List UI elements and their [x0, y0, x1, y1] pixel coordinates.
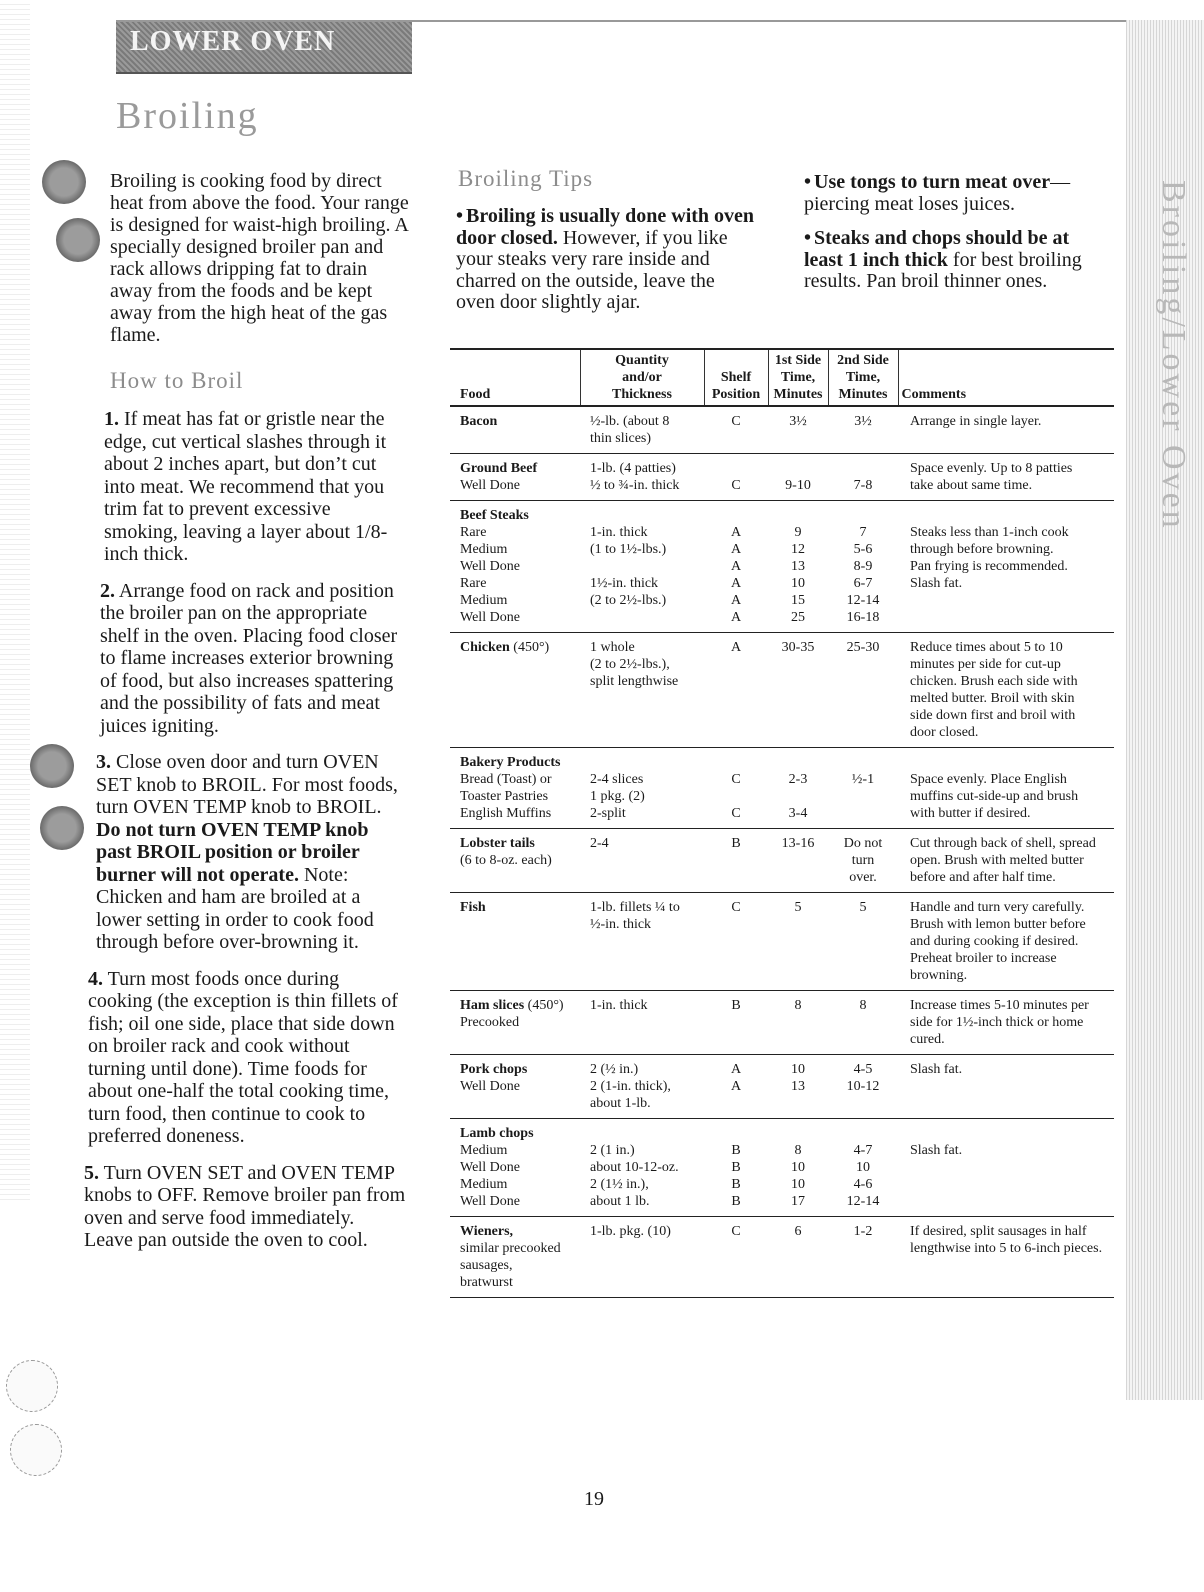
first-side-cell	[768, 406, 828, 454]
food-name: Ham slices	[460, 998, 525, 1013]
food-subtext: Precooked	[460, 1015, 520, 1030]
quantity-cell-text: 2 (1 in.) about 10-12-oz. 2 (1½ in.), about 1 lb.	[590, 1143, 679, 1209]
quantity-cell	[580, 748, 704, 829]
table-row	[450, 829, 1114, 893]
food-cell	[450, 406, 580, 454]
comments-cell-text: Steaks less than 1-inch cook through before browning. Pan frying is recommended. Slash fat.	[910, 525, 1069, 591]
shelf-cell-text: B	[731, 998, 741, 1013]
table-header-row	[450, 349, 1114, 406]
second-side-cell	[828, 406, 898, 454]
shelf-cell-text: B B B B	[731, 1143, 741, 1209]
shelf-cell	[704, 748, 768, 829]
second-side-cell-text: 5	[859, 900, 867, 915]
food-cell	[450, 748, 580, 829]
quantity-cell	[580, 991, 704, 1055]
quantity-cell-text: 1-in. thick (1 to 1½-lbs.) 1½-in. thick (2 to 2½-lbs.)	[590, 525, 667, 608]
how-to-heading: How to Broil	[110, 368, 244, 393]
second-side-cell-text: 1-2	[853, 1224, 873, 1239]
quantity-cell	[580, 1119, 704, 1217]
first-side-cell-text: 8	[794, 998, 802, 1013]
table-row	[450, 633, 1114, 748]
food-subtext: Rare Medium Well Done Rare Medium Well Done	[460, 525, 520, 625]
first-side-cell	[768, 501, 828, 633]
second-side-cell-text: 8	[859, 998, 867, 1013]
table-row	[450, 893, 1114, 991]
shelf-cell	[704, 633, 768, 748]
second-side-cell	[828, 1055, 898, 1119]
col-quantity: Quantity and/or Thickness	[580, 349, 704, 406]
shelf-cell-text: C C	[731, 772, 741, 821]
food-name: Ground Beef	[460, 461, 538, 476]
step-1: 1. If meat has fat or gristle near the edge, cut vertical slashes through it about 2 inches apart, but don’t cut into meat. We recommend that you trim fat to prevent excessive smoking, leaving a layer about 1/8-inch thick.	[104, 408, 388, 565]
comments-cell	[898, 501, 1114, 633]
food-cell	[450, 1119, 580, 1217]
step-4: 4. Turn most foods once during cooking (the exception is thin fillets of fish; oil one side, place that side down on broiler rack and cook without turning until done). Time foods for about one-half the total cooking time, turn food, then continue to cook to preferred doneness.	[88, 967, 398, 1147]
quantity-cell-text: 2-4	[590, 836, 609, 851]
second-side-cell	[828, 748, 898, 829]
table-row	[450, 991, 1114, 1055]
quantity-cell	[580, 1055, 704, 1119]
comments-cell	[898, 893, 1114, 991]
comments-cell	[898, 1055, 1114, 1119]
shelf-cell	[704, 406, 768, 454]
food-name: Bacon	[460, 414, 498, 429]
food-note: (450°)	[509, 640, 550, 655]
shelf-cell-text: C	[731, 478, 741, 493]
food-subtext: Well Done	[460, 478, 520, 493]
second-side-cell	[828, 501, 898, 633]
food-name: Bakery Products	[460, 755, 561, 770]
table-body	[450, 406, 1114, 1298]
second-side-cell	[828, 1119, 898, 1217]
quantity-cell-text: 1 whole (2 to 2½-lbs.), split lengthwise	[590, 640, 679, 689]
shelf-cell	[704, 1217, 768, 1298]
comments-cell-text: Increase times 5-10 minutes per side for 1½-inch thick or home cured.	[910, 998, 1089, 1047]
first-side-cell-text: 10 13	[791, 1062, 805, 1094]
margin-dot	[40, 806, 84, 850]
step-3: 3. Close oven door and turn OVEN SET knob to BROIL. For most foods, turn OVEN TEMP knob to BROIL. Do not turn OVEN TEMP knob past BROIL position or broiler burner will not operate. Note: Chicken and ham are broiled at a lower setting in order to cook food through before over-browning it.	[96, 751, 398, 953]
comments-cell-text: Reduce times about 5 to 10 minutes per side for cut-up chicken. Brush each side with melted butter. Broil with skin side down first and broil with door closed.	[910, 640, 1078, 740]
first-side-cell	[768, 991, 828, 1055]
first-side-cell	[768, 633, 828, 748]
comments-cell	[898, 748, 1114, 829]
shelf-cell-text: A	[730, 640, 742, 655]
comments-cell	[898, 1217, 1114, 1298]
first-side-cell	[768, 454, 828, 501]
shelf-cell-text: A A	[730, 1062, 742, 1094]
comments-cell-text: Arrange in single layer.	[910, 414, 1042, 429]
tip-thickness: • Steaks and chops should be at least 1 inch thick for best broiling results. Pan broil thinner ones.	[804, 227, 1082, 292]
quantity-cell-text: 1-lb. pkg. (10)	[590, 1224, 671, 1239]
col-food: Food	[450, 349, 580, 406]
shelf-cell-text: C	[731, 900, 741, 915]
second-side-cell	[828, 1217, 898, 1298]
first-side-cell-text: 9-10	[785, 478, 811, 493]
food-name: Chicken	[460, 640, 510, 655]
quantity-cell-text: ½-lb. (about 8 thin slices)	[590, 414, 670, 446]
table-row	[450, 406, 1114, 454]
page-title: Broiling	[116, 95, 259, 137]
food-subtext: Well Done	[460, 1079, 520, 1094]
page-number: 19	[584, 1488, 604, 1510]
tip-tongs: • Use tongs to turn meat over—piercing meat loses juices.	[804, 171, 1071, 215]
col-first-side: 1st Side Time, Minutes	[768, 349, 828, 406]
second-side-cell-text: 4-5 10-12	[846, 1062, 880, 1094]
first-side-cell	[768, 748, 828, 829]
col-shelf: Shelf Position	[704, 349, 768, 406]
step-2: 2. Arrange food on rack and position the broiler pan on the appropriate shelf in the oven. Placing food closer to flame increases exterior browning of food, but also increases spattering and the possibility of fats and meat juices igniting.	[100, 579, 398, 737]
table-row	[450, 1217, 1114, 1298]
second-side-cell-text: 3½	[854, 414, 872, 429]
food-subtext: Medium Well Done Medium Well Done	[460, 1143, 520, 1209]
food-name: Wieners,	[460, 1224, 514, 1239]
comments-cell	[898, 406, 1114, 454]
food-note: (450°)	[524, 998, 564, 1013]
margin-dot	[30, 744, 74, 788]
quantity-cell-text: 1-in. thick	[590, 998, 648, 1013]
comments-cell-text: Handle and turn very carefully. Brush with lemon butter before and during cooking if desired. Preheat broiler to increase browning.	[910, 900, 1086, 983]
comments-cell	[898, 633, 1114, 748]
quantity-cell-text: 2-4 slices 1 pkg. (2) 2-split	[590, 772, 645, 821]
comments-cell	[898, 829, 1114, 893]
second-side-cell-text: ½-1	[851, 772, 875, 787]
side-tab-label: Broiling/Lower Oven	[1155, 180, 1192, 531]
table-row	[450, 454, 1114, 501]
second-side-cell-text: 25-30	[846, 640, 880, 655]
tips-heading: Broiling Tips	[458, 166, 594, 191]
shelf-cell-text: C	[731, 414, 741, 429]
first-side-cell	[768, 893, 828, 991]
quantity-cell	[580, 454, 704, 501]
margin-dot	[56, 218, 100, 262]
comments-cell-text: Slash fat.	[910, 1062, 963, 1077]
first-side-cell-text: 13-16	[781, 836, 815, 851]
first-side-cell-text: 9 12 13 10 15 25	[791, 525, 805, 625]
second-side-cell	[828, 829, 898, 893]
shelf-cell	[704, 1055, 768, 1119]
comments-cell-text: Space evenly. Place English muffins cut-side-up and brush with butter if desired.	[910, 772, 1079, 821]
food-subtext: (6 to 8-oz. each)	[460, 853, 552, 868]
shelf-cell	[704, 1119, 768, 1217]
first-side-cell	[768, 1119, 828, 1217]
shelf-cell-text: B	[731, 836, 741, 851]
shelf-cell	[704, 893, 768, 991]
broiling-table	[450, 348, 1114, 1298]
food-name: Lobster tails	[460, 836, 535, 851]
quantity-cell	[580, 501, 704, 633]
first-side-cell	[768, 1055, 828, 1119]
first-side-cell-text: 30-35	[781, 640, 815, 655]
second-side-cell	[828, 454, 898, 501]
col-comments: Comments	[898, 349, 1114, 406]
second-side-cell-text: 4-7 10 4-6 12-14	[846, 1143, 880, 1209]
quantity-cell	[580, 829, 704, 893]
quantity-cell-text: 2 (½ in.) 2 (1-in. thick), about 1-lb.	[590, 1062, 671, 1111]
comments-cell	[898, 1119, 1114, 1217]
food-cell	[450, 829, 580, 893]
quantity-cell	[580, 633, 704, 748]
food-cell	[450, 454, 580, 501]
first-side-cell-text: 3½	[789, 414, 807, 429]
food-cell	[450, 633, 580, 748]
col-second-side: 2nd Side Time, Minutes	[828, 349, 898, 406]
tip-door-closed: • Broiling is usually done with oven door closed. However, if you like your steaks very rare inside and charred on the outside, leave the oven door slightly ajar.	[456, 205, 755, 313]
comments-cell-text: Slash fat.	[910, 1143, 963, 1158]
shelf-cell-text: C	[731, 1224, 741, 1239]
margin-dot	[42, 160, 86, 204]
food-subtext: Bread (Toast) or Toaster Pastries English Muffins	[460, 772, 552, 821]
quantity-cell	[580, 1217, 704, 1298]
comments-cell	[898, 991, 1114, 1055]
second-side-cell	[828, 893, 898, 991]
step-5: 5. Turn OVEN SET and OVEN TEMP knobs to OFF. Remove broiler pan from oven and serve food immediately. Leave pan outside the oven to cool.	[84, 1161, 406, 1251]
first-side-cell	[768, 1217, 828, 1298]
comments-cell-text: If desired, split sausages in half lengthwise into 5 to 6-inch pieces.	[910, 1224, 1103, 1256]
first-side-cell	[768, 829, 828, 893]
food-cell	[450, 991, 580, 1055]
intro-paragraph: Broiling is cooking food by direct heat from above the food. Your range is designed for waist-high broiling. A specially designed broiler pan and rack allows dripping fat to drain away from the foods and be kept away from the high heat of the gas flame.	[110, 170, 409, 346]
second-side-cell-text: 7 5-6 8-9 6-7 12-14 16-18	[846, 525, 880, 625]
table-row	[450, 748, 1114, 829]
table-row	[450, 1055, 1114, 1119]
comments-cell-text: Space evenly. Up to 8 patties take about same time.	[910, 461, 1073, 493]
food-name: Pork chops	[460, 1062, 528, 1077]
how-to-steps	[84, 408, 406, 1266]
quantity-cell	[580, 406, 704, 454]
first-side-cell-text: 2-3 3-4	[788, 772, 808, 821]
quantity-cell	[580, 893, 704, 991]
scan-edge-left	[0, 0, 30, 1200]
shelf-cell	[704, 991, 768, 1055]
section-header: LOWER OVEN	[130, 26, 336, 57]
food-name: Fish	[460, 900, 486, 915]
second-side-cell-text: 7-8	[853, 478, 873, 493]
binder-hole	[6, 1360, 58, 1412]
comments-cell-text: Cut through back of shell, spread open. Brush with melted butter before and after half time.	[910, 836, 1096, 885]
food-cell	[450, 1217, 580, 1298]
table-row	[450, 501, 1114, 633]
shelf-cell	[704, 829, 768, 893]
second-side-cell	[828, 991, 898, 1055]
first-side-cell-text: 8 10 10 17	[791, 1143, 805, 1209]
food-cell	[450, 1055, 580, 1119]
shelf-cell	[704, 501, 768, 633]
food-name: Lamb chops	[460, 1126, 534, 1141]
quantity-cell-text: 1-lb. fillets ¼ to ½-in. thick	[590, 900, 680, 932]
comments-cell	[898, 454, 1114, 501]
binder-hole	[10, 1424, 62, 1476]
food-cell	[450, 501, 580, 633]
shelf-cell-text: A A A A A A	[730, 525, 742, 625]
second-side-cell-text: Do not turn over.	[843, 836, 883, 885]
first-side-cell-text: 5	[794, 900, 802, 915]
food-subtext: similar precooked sausages, bratwurst	[460, 1241, 561, 1290]
table-row	[450, 1119, 1114, 1217]
first-side-cell-text: 6	[794, 1224, 802, 1239]
food-cell	[450, 893, 580, 991]
shelf-cell	[704, 454, 768, 501]
second-side-cell	[828, 633, 898, 748]
quantity-cell-text: 1-lb. (4 patties) ½ to ¾-in. thick	[590, 461, 680, 493]
food-name: Beef Steaks	[460, 508, 529, 523]
